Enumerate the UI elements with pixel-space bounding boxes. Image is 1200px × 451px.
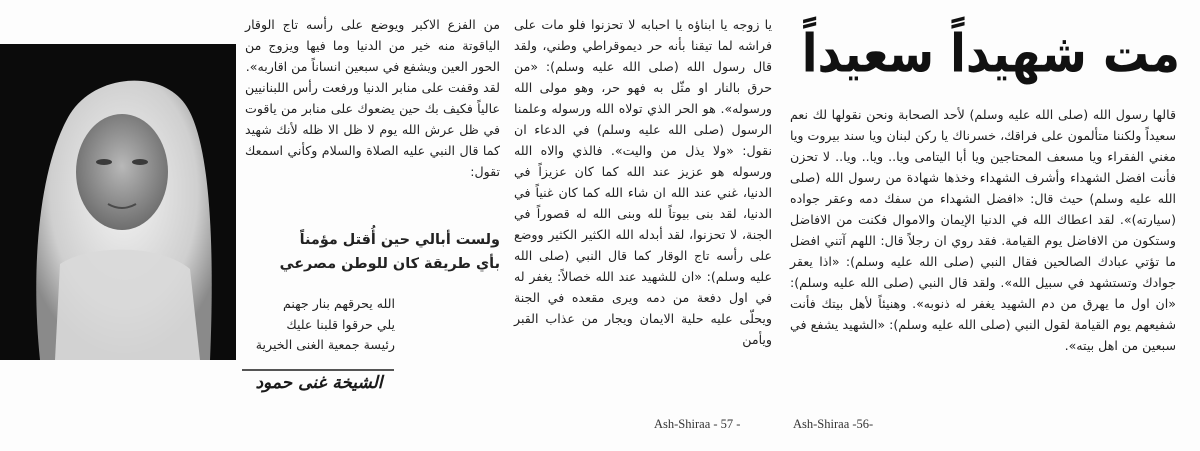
author-title: رئيسة جمعية الغنى الخيرية [255,337,395,353]
column-3-paragraph-2: لقد وقفت على منابر الدنيا ورفعت رأس اللبنانيين عالياً فكيف بك حين يضعوك على منابر من ياقوت في ظل عرش الله يوم لا ظل الا ظله لأنك شهيد كما قال النبي عليه الصلاة والسلام وكأني اسمعك تقول: [245,80,500,179]
signature-divider [242,369,394,371]
verse-line: بأي طريقة كان للوطن مصرعي [279,256,500,272]
column-3-paragraph-1: من الفزع الاكبر ويوضع على رأسه تاج الوقار الياقوتة منه خير من الدنيا وما فيها ويزوج من الحور العين ويشفع في سبعين انساناً من اقاربه». [245,17,500,74]
verse-line: ولست أبالي حين أُقتل مؤمناً [299,232,500,248]
closing-line: الله يحرقهم بنار جهنم [282,296,395,311]
page-footer-57: Ash-Shiraa - 57 - [654,417,741,431]
article-column-3 [245,14,500,182]
author-signature: الشيخة غنى حمود [255,373,383,393]
closing-lines [245,294,395,356]
column-2-text: يا زوجه يا ابناؤه يا احبابه لا تحزنوا فلو مات على فراشه لما تيقنا بأنه حر ديموقراطي وطني، ولقد قال رسول الله (صلى الله عليه وسلم): «من حرق بالنار او مثّل به فهو حر، وهو مولى الله ورسوله». هو الحر الذي تولاه الله ورسوله وعلمنا الرسول (صلى الله عليه وسلم) في الدعاء ان نقول: «ولا يذل من واليت». فالذي والاه الله ورسوله هو عزيز عند الله كما كان عزيزاً في الدنيا، غني عند الله ان شاء الله كما كان غنياً في الدنيا، لقد بنى بيوتاً لله وبنى الله له قصوراً في الجنة، لا تحزنوا، لقد أبدله الله الكثير الكثير ووضع على رأسه تاج الوقار كما قال النبي (صلى الله عليه وسلم): «ان للشهيد عند الله خصالاً: يغفر له في اول دفعة من دمه ويرى مقعده في الجنة ويحلّى عليه حلية الايمان ويجار من عذاب القبر ويأمن [514,17,772,347]
page-footer-56: Ash-Shiraa -56- [793,417,874,431]
article-column-2 [514,14,772,350]
column-1-text: قالها رسول الله (صلى الله عليه وسلم) لأحد الصحابة ونحن نقولها لك نعم سعيداً ولكننا متألمون على فراقك، خسرناك يا ركن لبنان ويا سند بيروت ويا مغني الفقراء ويا مسعف المحتاجين ويا أبا اليتامى ويا.. ويا.. ويا.. لا تحزن فأنت افضل الشهداء وأشرف الشهداء وخذها شهادة من رسول الله (صلى الله عليه وسلم) حيث قال: «افضل الشهداء من سفك دمه وعقر جواده (سيارته)». لقد اعطاك الله في الدنيا الإيمان والاموال فكنت من الافاضل وستكون من الافاضل يوم القيامة. فقد روي ان رجلاً قال: اللهم آتني افضل ما تؤتي عبادك الصالحين فقال النبي (صلى الله عليه وسلم): «اذا يعقر جوادك وتستشهد في سبيل الله». ولقد قال النبي (صلى الله عليه وسلم): «ان اول ما يهرق من دم الشهيد يغفر له ذنوبه». وهنيئاً لأهل بيتك فأنت شفيعهم يوم القيامة لقول النبي (صلى الله عليه وسلم): «الشهيد يشفع في سبعين من اهل بيته». [790,107,1176,353]
portrait-photo [0,44,236,360]
verse-quote [245,228,500,276]
article-column-1 [790,104,1176,356]
article-headline: مت شهيداً سعيداً [801,22,1180,85]
closing-line: يلي حرقوا قلبنا عليك [286,316,395,332]
